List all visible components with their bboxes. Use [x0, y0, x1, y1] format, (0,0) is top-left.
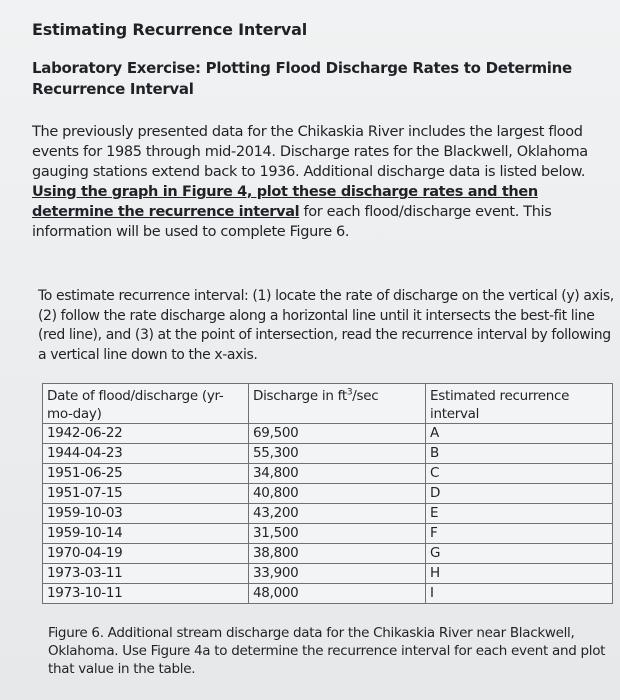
- figure-caption: Figure 6. Additional stream discharge data for the Chikaskia River near Blackwell, Oklahoma. Use Figure 4a to determine the recurrence interval for each event and plot that value in the table.: [48, 625, 606, 677]
- cell-date: 1942-06-22: [43, 424, 249, 444]
- table-row: [43, 444, 613, 464]
- cell-interval: G: [426, 544, 613, 564]
- cell-discharge: 31,500: [249, 524, 426, 544]
- cell-discharge: 33,900: [249, 564, 426, 584]
- cell-discharge: 48,000: [249, 584, 426, 604]
- discharge-table: [42, 383, 613, 604]
- cell-date: 1970-04-19: [43, 544, 249, 564]
- cell-date: 1973-03-11: [43, 564, 249, 584]
- cell-date: 1944-04-23: [43, 444, 249, 464]
- table-row: [43, 424, 613, 444]
- table-row: [43, 524, 613, 544]
- exercise-subtitle: Laboratory Exercise: Plotting Flood Discharge Rates to Determine Recurrence Interval: [32, 59, 572, 98]
- cell-interval: C: [426, 464, 613, 484]
- header-interval: Estimated recurrence interval: [426, 384, 613, 424]
- header-date: Date of flood/discharge (yr-mo-day): [43, 384, 249, 424]
- cell-discharge: 34,800: [249, 464, 426, 484]
- cell-date: 1951-06-25: [43, 464, 249, 484]
- cell-discharge: 69,500: [249, 424, 426, 444]
- intro-emphasis: Using the graph in Figure 4, plot these discharge rates and then determine the recurrence interval: [32, 184, 538, 220]
- intro-paragraph: [32, 122, 617, 242]
- instructions-paragraph: To estimate recurrence interval: (1) locate the rate of discharge on the vertical (y) axis, (2) follow the rate discharge along a horizontal line until it intersects the best-fit line (red line), and (3) at the point of intersection, read the recurrence interval by following a vertical line down to the x-axis.: [38, 288, 614, 363]
- cell-discharge: 55,300: [249, 444, 426, 464]
- cell-interval: B: [426, 444, 613, 464]
- table-row: [43, 584, 613, 604]
- cell-date: 1973-10-11: [43, 584, 249, 604]
- cell-date: 1951-07-15: [43, 484, 249, 504]
- table-row: [43, 504, 613, 524]
- table-header-row: [43, 384, 613, 424]
- cell-date: 1959-10-14: [43, 524, 249, 544]
- intro-text-end: for each flood/discharge event. This information will be used to complete Figure 6.: [32, 204, 552, 240]
- cell-interval: E: [426, 504, 613, 524]
- cell-discharge: 38,800: [249, 544, 426, 564]
- cell-discharge: 40,800: [249, 484, 426, 504]
- cell-interval: H: [426, 564, 613, 584]
- intro-text: The previously presented data for the Chikaskia River includes the largest flood events for 1985 through mid-2014. Discharge rates for the Blackwell, Oklahoma gauging stations extend back to 1936. Additional discharge data is listed below.: [32, 124, 588, 180]
- cell-interval: A: [426, 424, 613, 444]
- cell-interval: I: [426, 584, 613, 604]
- table-row: [43, 564, 613, 584]
- page-title: Estimating Recurrence Interval: [32, 20, 308, 39]
- header-discharge: Discharge in $ft^3/\sec$: [249, 384, 426, 424]
- cell-date: 1959-10-03: [43, 504, 249, 524]
- table-row: [43, 544, 613, 564]
- table-row: [43, 484, 613, 504]
- cell-discharge: 43,200: [249, 504, 426, 524]
- cell-interval: D: [426, 484, 613, 504]
- cell-interval: F: [426, 524, 613, 544]
- table-row: [43, 464, 613, 484]
